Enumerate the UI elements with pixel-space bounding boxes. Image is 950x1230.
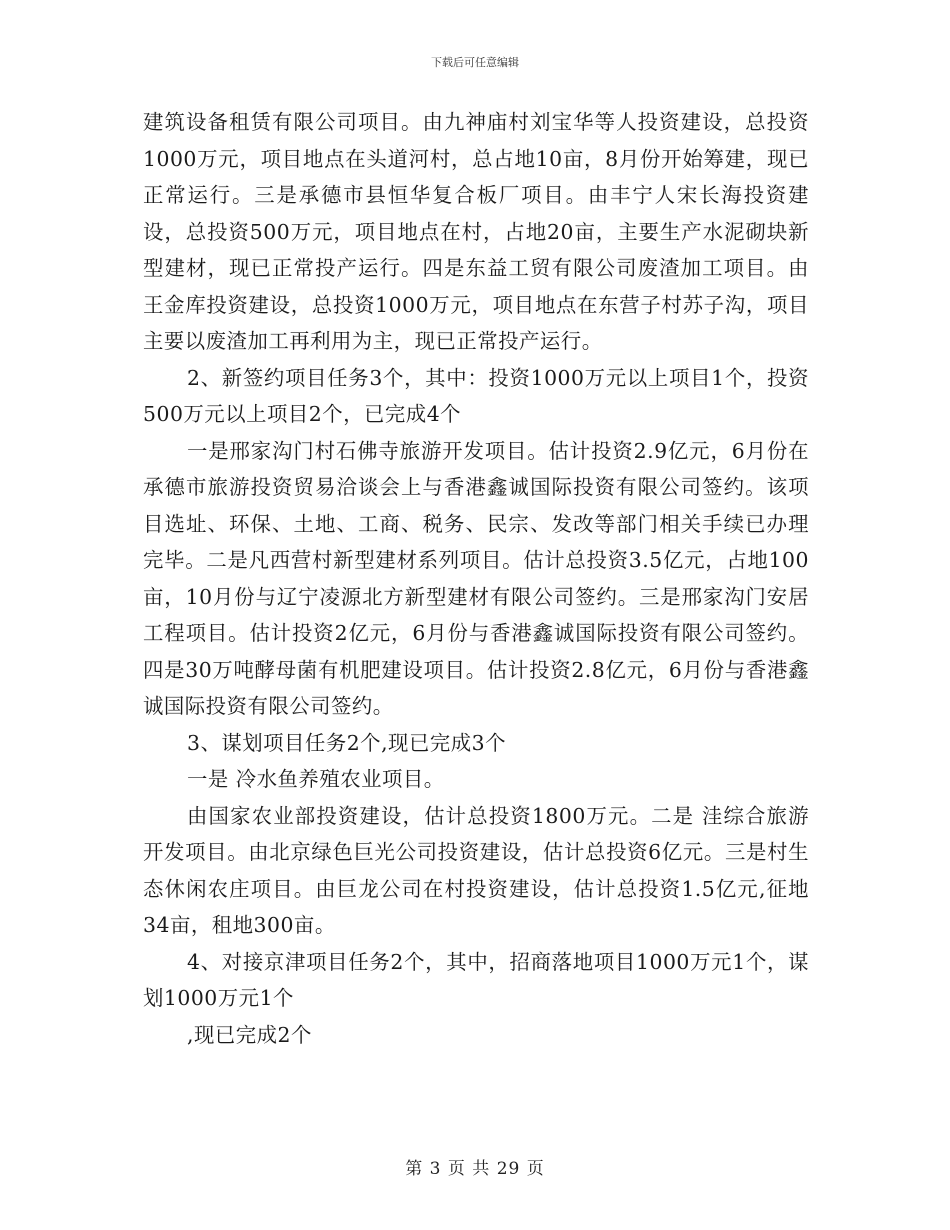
paragraph-planned-project-details: 由国家农业部投资建设，估计总投资1800万元。二是 洼综合旅游开发项目。由北京绿色巨光公司投资建设，估计总投资6亿元。三是村生态休闲农庄项目。由巨龙公司在村投资建设，估计总投资1.5亿元,征地34亩，租地300亩。 [143,803,810,937]
document-body [143,104,809,1053]
paragraph-completed-count: ,现已完成2个 [187,1022,312,1047]
paragraph-continued: 建筑设备租赁有限公司项目。由九神庙村刘宝华等人投资建设，总投资1000万元，项目地点在头道河村，总占地10亩，8月份开始筹建，现已正常运行。三是承德市县恒华复合板厂项目。由丰宁人宋长海投资建设，总投资500万元，项目地点在村，占地20亩，主要生产水泥砌块新型建材，现已正常投产运行。四是东益工贸有限公司废渣加工项目。由王金库投资建设，总投资1000万元，项目地点在东营子村苏子沟，项目主要以废渣加工再利用为主，现已正常投产运行。 [143,110,809,353]
paragraph-planned-projects: 3、谋划项目任务2个,现已完成3个 [187,730,506,755]
paragraph-beijing-tianjin-projects: 4、对接京津项目任务2个，其中，招商落地项目1000万元1个，谋划1000万元1个 [143,949,809,1010]
paragraph-new-signed-projects: 2、新签约项目任务3个，其中：投资1000万元以上项目1个，投资500万元以上项目2个，已完成4个 [143,365,809,426]
header-note: 下载后可任意编辑 [431,56,519,69]
paragraph-signed-project-details: 一是邢家沟门村石佛寺旅游开发项目。估计投资2.9亿元，6月份在承德市旅游投资贸易洽谈会上与香港鑫诚国际投资有限公司签约。该项目选址、环保、土地、工商、税务、民宗、发改等部门相关手续已办理完毕。二是凡西营村新型建材系列项目。估计总投资3.5亿元，占地100亩，10月份与辽宁凌源北方新型建材有限公司签约。三是邢家沟门安居工程项目。估计投资2亿元，6月份与香港鑫诚国际投资有限公司签约。四是30万吨酵母菌有机肥建设项目。估计投资2.8亿元，6月份与香港鑫诚国际投资有限公司签约。 [143,438,809,718]
page-number-footer: 第 3 页 共 29 页 [405,1159,545,1179]
paragraph-cold-water-fish: 一是 冷水鱼养殖农业项目。 [187,767,445,791]
